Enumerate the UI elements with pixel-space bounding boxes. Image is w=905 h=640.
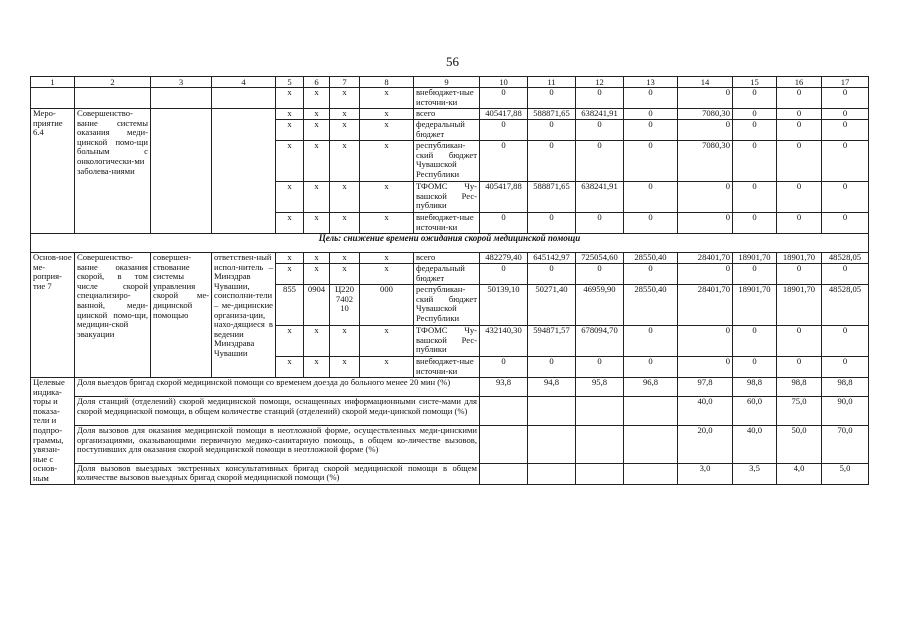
value-cell: 0 [777, 264, 822, 285]
value-cell: 0 [528, 88, 576, 109]
code-cell: х [276, 182, 304, 213]
cell-col2 [75, 88, 151, 109]
funding-source: федеральный бюджет [414, 120, 480, 141]
cell-col1: Меро-приятие 6.4 [31, 109, 75, 234]
indicator-row [31, 463, 869, 484]
cell-col4: ответствен-ный испол-нитель – Минздрав Чувашии, соисполни-тели – ме-дицинские организа-ции, нахо-дящиеся в ведении Минздрава Чувашии [212, 253, 276, 378]
value-cell: 0 [777, 182, 822, 213]
code-cell: х [304, 253, 330, 264]
value-cell: 0 [576, 88, 624, 109]
indicator-text: Доля вызовов для оказания медицинской помощи в неотложной форме, осуществленных меди-цинскими организациями, оказывающими первичную медико-санитарную помощь, в общем ко-личестве вызовов, поступивших для оказания скорой медицинской помощи в неотложной форме (%) [75, 426, 480, 464]
value-cell: 0 [822, 109, 869, 120]
value-cell: 0 [480, 88, 528, 109]
column-number: 11 [528, 77, 576, 88]
funding-source: федеральный бюджет [414, 264, 480, 285]
code-cell: х [304, 182, 330, 213]
code-cell: х [304, 213, 330, 234]
value-cell: 0 [733, 213, 777, 234]
value-cell: 0 [822, 88, 869, 109]
value-cell: 0 [822, 326, 869, 357]
value-cell: 0 [733, 264, 777, 285]
indicator-text: Доля выездов бригад скорой медицинской помощи со временем доезда до больного менее 20 мин (%) [75, 378, 480, 397]
value-cell: 0 [528, 120, 576, 141]
value-cell: 0 [733, 357, 777, 378]
cell-col4 [212, 109, 276, 234]
value-cell: 18901,70 [777, 285, 822, 326]
value-cell: 7080,30 [678, 109, 733, 120]
value-cell: 0 [733, 182, 777, 213]
value-cell: 0 [777, 213, 822, 234]
code-cell: х [360, 264, 414, 285]
cell-col3 [151, 88, 212, 109]
cell-col3 [151, 109, 212, 234]
value-cell: 0 [733, 109, 777, 120]
column-number: 6 [304, 77, 330, 88]
value-cell: 405417,88 [480, 109, 528, 120]
value-cell: 0 [624, 357, 678, 378]
value-cell: 0 [576, 141, 624, 182]
code-cell: х [360, 120, 414, 141]
indicator-value [624, 397, 678, 426]
code-cell: х [276, 141, 304, 182]
value-cell: 18901,70 [733, 253, 777, 264]
code-cell: х [276, 326, 304, 357]
value-cell: 0 [777, 357, 822, 378]
value-cell: 594871,57 [528, 326, 576, 357]
value-cell: 638241,91 [576, 182, 624, 213]
indicator-value [528, 397, 576, 426]
indicator-value [528, 463, 576, 484]
value-cell: 0 [576, 264, 624, 285]
indicator-value: 70,0 [822, 426, 869, 464]
value-cell: 48528,05 [822, 253, 869, 264]
column-number: 14 [678, 77, 733, 88]
indicator-value [576, 397, 624, 426]
code-cell: х [360, 182, 414, 213]
value-cell: 0 [733, 326, 777, 357]
value-cell: 18901,70 [777, 253, 822, 264]
indicator-value: 75,0 [777, 397, 822, 426]
value-cell: 405417,88 [480, 182, 528, 213]
value-cell: 0 [480, 141, 528, 182]
indicator-value [624, 463, 678, 484]
value-cell: 0 [624, 109, 678, 120]
funding-source: внебюджет-ные источни-ки [414, 213, 480, 234]
indicator-value: 4,0 [777, 463, 822, 484]
column-number-row [31, 77, 869, 88]
code-cell: х [304, 88, 330, 109]
indicator-value: 97,8 [678, 378, 733, 397]
value-cell: 0 [678, 213, 733, 234]
column-number: 12 [576, 77, 624, 88]
code-cell: х [360, 88, 414, 109]
code-cell: х [304, 120, 330, 141]
code-cell: х [276, 213, 304, 234]
indicator-value: 94,8 [528, 378, 576, 397]
code-cell: 855 [276, 285, 304, 326]
value-cell: 7080,30 [678, 141, 733, 182]
column-number: 3 [151, 77, 212, 88]
value-cell: 46959,90 [576, 285, 624, 326]
value-cell: 0 [528, 141, 576, 182]
indicator-value [576, 426, 624, 464]
code-cell: х [330, 213, 360, 234]
program-table [30, 76, 869, 485]
column-number: 4 [212, 77, 276, 88]
value-cell: 48528,05 [822, 285, 869, 326]
code-cell: 000 [360, 285, 414, 326]
column-number: 15 [733, 77, 777, 88]
value-cell: 0 [733, 141, 777, 182]
indicator-value [576, 463, 624, 484]
code-cell: х [276, 357, 304, 378]
indicator-value: 40,0 [733, 426, 777, 464]
code-cell: х [304, 264, 330, 285]
value-cell: 638241,91 [576, 109, 624, 120]
indicator-value: 98,8 [777, 378, 822, 397]
code-cell: х [360, 141, 414, 182]
code-cell: х [276, 264, 304, 285]
code-cell: х [304, 109, 330, 120]
value-cell: 28401,70 [678, 285, 733, 326]
value-cell: 0 [822, 213, 869, 234]
indicator-value [624, 426, 678, 464]
indicator-value [480, 426, 528, 464]
table-body [31, 77, 869, 485]
value-cell: 0 [822, 120, 869, 141]
value-cell: 18901,70 [733, 285, 777, 326]
code-cell: 0904 [304, 285, 330, 326]
code-cell: х [330, 264, 360, 285]
value-cell: 0 [678, 120, 733, 141]
code-cell: х [304, 357, 330, 378]
code-cell: х [330, 88, 360, 109]
indicator-value [480, 397, 528, 426]
indicator-value: 93,8 [480, 378, 528, 397]
code-cell: х [276, 253, 304, 264]
value-cell: 0 [733, 88, 777, 109]
code-cell: х [304, 141, 330, 182]
column-number: 16 [777, 77, 822, 88]
indicator-value [528, 426, 576, 464]
value-cell: 0 [528, 357, 576, 378]
column-number: 13 [624, 77, 678, 88]
funding-source: всего [414, 253, 480, 264]
value-cell: 0 [624, 182, 678, 213]
code-cell: х [330, 141, 360, 182]
indicator-value: 98,8 [822, 378, 869, 397]
funding-source: республикан-ский бюджет Чувашской Республики [414, 141, 480, 182]
value-cell: 0 [678, 357, 733, 378]
indicator-row [31, 397, 869, 426]
value-cell: 0 [822, 264, 869, 285]
value-cell: 0 [777, 120, 822, 141]
value-cell: 0 [624, 326, 678, 357]
funding-source: внебюджет-ные источни-ки [414, 88, 480, 109]
table-row [31, 109, 869, 120]
goal-row [31, 234, 869, 253]
value-cell: 0 [624, 88, 678, 109]
value-cell: 0 [624, 264, 678, 285]
value-cell: 482279,40 [480, 253, 528, 264]
value-cell: 0 [624, 141, 678, 182]
code-cell: х [276, 109, 304, 120]
indicator-value: 40,0 [678, 397, 733, 426]
value-cell: 0 [678, 264, 733, 285]
value-cell: 645142,97 [528, 253, 576, 264]
funding-source: ТФОМС Чу-вашской Рес-публики [414, 326, 480, 357]
value-cell: 0 [822, 141, 869, 182]
code-cell: х [360, 109, 414, 120]
value-cell: 0 [576, 213, 624, 234]
indicator-value: 5,0 [822, 463, 869, 484]
column-number: 5 [276, 77, 304, 88]
value-cell: 0 [624, 213, 678, 234]
code-cell: х [276, 120, 304, 141]
indicator-text: Доля вызовов выездных экстренных консультативных бригад скорой медицинской помощи в общем количестве вызовов выездных бригад скорой медицинской помощи (%) [75, 463, 480, 484]
value-cell: 0 [480, 120, 528, 141]
code-cell: х [330, 326, 360, 357]
column-number: 17 [822, 77, 869, 88]
value-cell: 0 [480, 264, 528, 285]
indicator-value: 3,5 [733, 463, 777, 484]
indicator-value: 95,8 [576, 378, 624, 397]
code-cell: х [360, 357, 414, 378]
value-cell: 28550,40 [624, 253, 678, 264]
value-cell: 0 [777, 326, 822, 357]
value-cell: 0 [528, 213, 576, 234]
value-cell: 0 [822, 182, 869, 213]
column-number: 9 [414, 77, 480, 88]
cell-col3: совершен-ствование системы управления скорой ме-дицинской помощью [151, 253, 212, 378]
indicator-row [31, 426, 869, 464]
value-cell: 0 [576, 357, 624, 378]
cell-col2: Совершенство-вание системы оказания меди-цинской помо-щи больным с онкологически-ми заболева-ниями [75, 109, 151, 234]
cell-col1 [31, 88, 75, 109]
indicator-value [480, 463, 528, 484]
value-cell: 50139,10 [480, 285, 528, 326]
funding-source: внебюджет-ные источни-ки [414, 357, 480, 378]
value-cell: 678094,70 [576, 326, 624, 357]
code-cell: х [330, 182, 360, 213]
table-row [31, 88, 869, 109]
value-cell: 0 [678, 326, 733, 357]
code-cell: х [330, 357, 360, 378]
code-cell: х [360, 213, 414, 234]
code-cell: х [330, 253, 360, 264]
indicator-value: 3,0 [678, 463, 733, 484]
value-cell: 0 [480, 357, 528, 378]
indicators-label: Целевые индика-торы и показа-тели и подпро-граммы, увязан-ные с основ-ным [31, 378, 75, 485]
code-cell: х [360, 253, 414, 264]
column-number: 10 [480, 77, 528, 88]
value-cell: 0 [678, 88, 733, 109]
indicator-value: 96,8 [624, 378, 678, 397]
value-cell: 725054,60 [576, 253, 624, 264]
value-cell: 0 [733, 120, 777, 141]
column-number: 1 [31, 77, 75, 88]
funding-source: ТФОМС Чу-вашской Рес-публики [414, 182, 480, 213]
column-number: 8 [360, 77, 414, 88]
funding-source: республикан-ский бюджет Чувашской Республики [414, 285, 480, 326]
indicator-text: Доля станций (отделений) скорой медицинской помощи, оснащенных информационными систе-мами для скорой медицинской помощи, в общем количестве станций (отделений) скорой меди-цинской помощи (%) [75, 397, 480, 426]
code-cell: х [330, 120, 360, 141]
indicator-value: 60,0 [733, 397, 777, 426]
code-cell: х [330, 109, 360, 120]
value-cell: 588871,65 [528, 182, 576, 213]
cell-col4 [212, 88, 276, 109]
indicator-value: 50,0 [777, 426, 822, 464]
code-cell: х [360, 326, 414, 357]
indicator-row [31, 378, 869, 397]
page-number: 56 [446, 54, 459, 69]
code-cell: Ц220 7402 10 [330, 285, 360, 326]
value-cell: 0 [777, 141, 822, 182]
value-cell: 0 [528, 264, 576, 285]
value-cell: 28550,40 [624, 285, 678, 326]
value-cell: 588871,65 [528, 109, 576, 120]
value-cell: 0 [777, 109, 822, 120]
table-row [31, 253, 869, 264]
indicator-value: 90,0 [822, 397, 869, 426]
goal-heading: Цель: снижение времени ожидания скорой медицинской помощи [31, 234, 869, 253]
value-cell: 0 [624, 120, 678, 141]
value-cell: 0 [576, 120, 624, 141]
value-cell: 0 [678, 182, 733, 213]
funding-source: всего [414, 109, 480, 120]
indicator-value: 20,0 [678, 426, 733, 464]
value-cell: 0 [822, 357, 869, 378]
code-cell: х [304, 326, 330, 357]
value-cell: 432140,30 [480, 326, 528, 357]
value-cell: 0 [777, 88, 822, 109]
column-number: 2 [75, 77, 151, 88]
cell-col1: Основ-ное ме-роприя-тие 7 [31, 253, 75, 378]
value-cell: 0 [480, 213, 528, 234]
column-number: 7 [330, 77, 360, 88]
indicator-value: 98,8 [733, 378, 777, 397]
code-cell: х [276, 88, 304, 109]
cell-col2: Совершенство-вание оказания скорой, в том числе скорой специализиро-ванной, меди-цинской помо-щи, медицин-ской эвакуации [75, 253, 151, 378]
value-cell: 28401,70 [678, 253, 733, 264]
value-cell: 50271,40 [528, 285, 576, 326]
